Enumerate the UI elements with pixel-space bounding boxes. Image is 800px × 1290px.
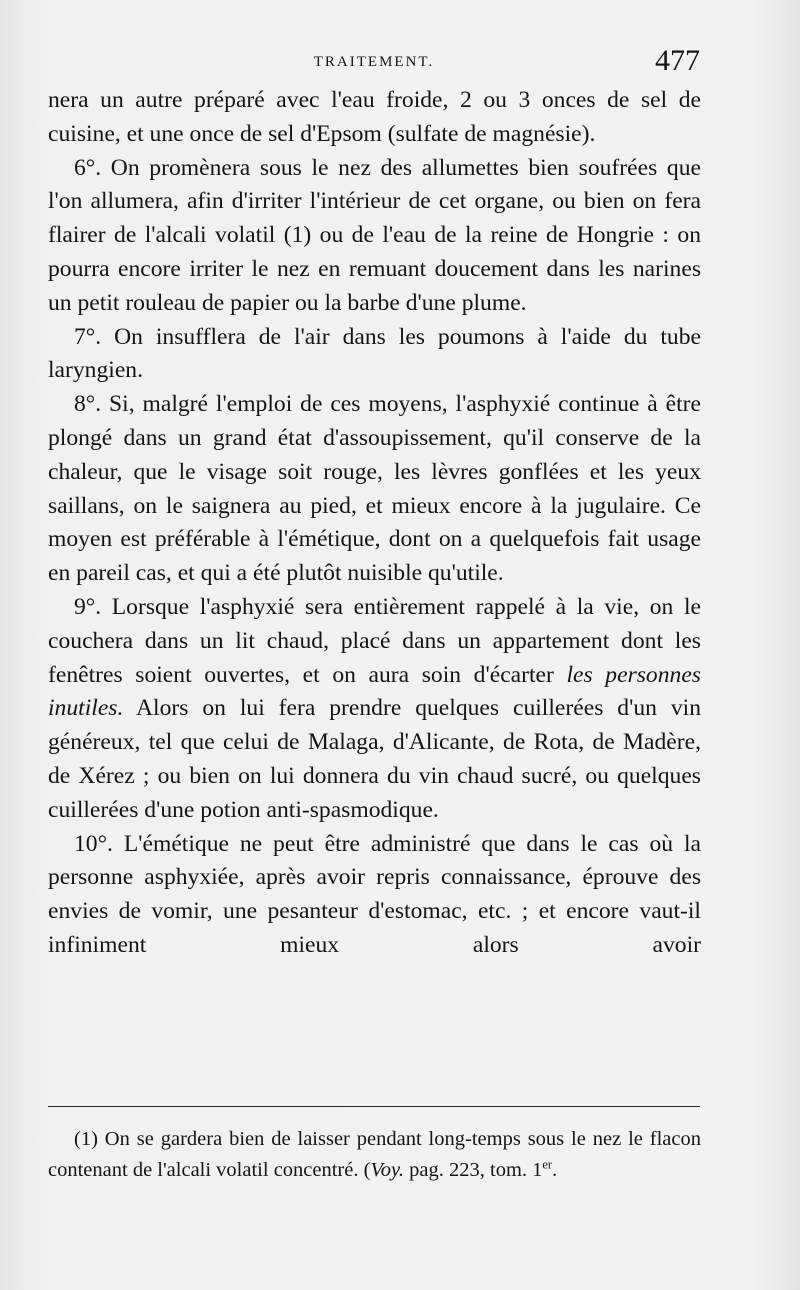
footnote-ref-italic: Voy. bbox=[370, 1158, 405, 1181]
paragraph-step-8: 8°. Si, malgré l'emploi de ces moyens, l'asphyxié continue à être plongé dans un grand état d'assoupissement, qu'il conserve de la chaleur, que le visage soit rouge, les lèvres gonflées et les yeux saillans, on le saignera au pied, et mieux encore à la jugulaire. Ce moyen est préférable à l'émétique, dont on a quelquefois fait usage en pareil cas, et qui a été plutôt nuisible qu'utile. bbox=[48, 391, 701, 587]
footnote-main: (1) On se gardera bien de laisser pendant long-temps sous le nez le flacon contenant de l'alcali volatil concentré. ( bbox=[48, 1128, 701, 1181]
running-title: TRAITEMENT. bbox=[313, 54, 435, 70]
paragraph-continuation: nera un autre préparé avec l'eau froide, 2 ou 3 onces de sel de cuisine, et une once de sel d'Epsom (sulfate de magnésie). bbox=[48, 87, 701, 147]
body-text bbox=[48, 84, 701, 963]
footnote-rule bbox=[48, 1106, 700, 1107]
paragraph-step-9 bbox=[48, 591, 701, 828]
footnote-superscript: er bbox=[542, 1157, 552, 1172]
paragraph-step-10: 10°. L'émétique ne peut être administré que dans le cas où la personne asphyxiée, après avoir repris connaissance, éprouve des envies de vomir, une pesanteur d'estomac, etc. ; et encore vaut-il infiniment mieux alors avoir bbox=[48, 830, 701, 958]
step-9-text-start: 9°. Lorsque l'asphyxié sera entièrement rappelé à la vie, on le couchera dans un lit chaud, placé dans un appartement dont les fenêtres soient ouvertes, et on aura soin d'écarter bbox=[48, 593, 701, 688]
paragraph-step-7: 7°. On insufflera de l'air dans les poumons à l'aide du tube laryngien. bbox=[48, 323, 701, 384]
footnote bbox=[48, 1124, 701, 1185]
page-number: 477 bbox=[655, 44, 700, 77]
step-9-italic-phrase: les personnes inutiles. bbox=[48, 661, 701, 722]
footnote-ref: pag. 223, tom. 1 bbox=[404, 1158, 543, 1181]
footnote-end: . bbox=[551, 1158, 558, 1181]
footnote-text bbox=[48, 1124, 701, 1185]
step-9-text-end: Alors on lui fera prendre quelques cuillerées d'un vin généreux, tel que celui de Malaga, d'Alicante, de Rota, de Madère, de Xérez ; ou bien on lui donnera du vin chaud sucré, ou quelques cuillerées d'une potion anti-spasmodique. bbox=[48, 695, 701, 823]
paragraph-step-6: 6°. On promènera sous le nez des allumettes bien soufrées que l'on allumera, afin d'irriter l'intérieur de cet organe, ou bien on fera flairer de l'alcali volatil (1) ou de l'eau de la reine de Hongrie : on pourra encore irriter le nez en remuant doucement dans les narines un petit rouleau de papier ou la barbe d'une plume. bbox=[48, 154, 701, 316]
